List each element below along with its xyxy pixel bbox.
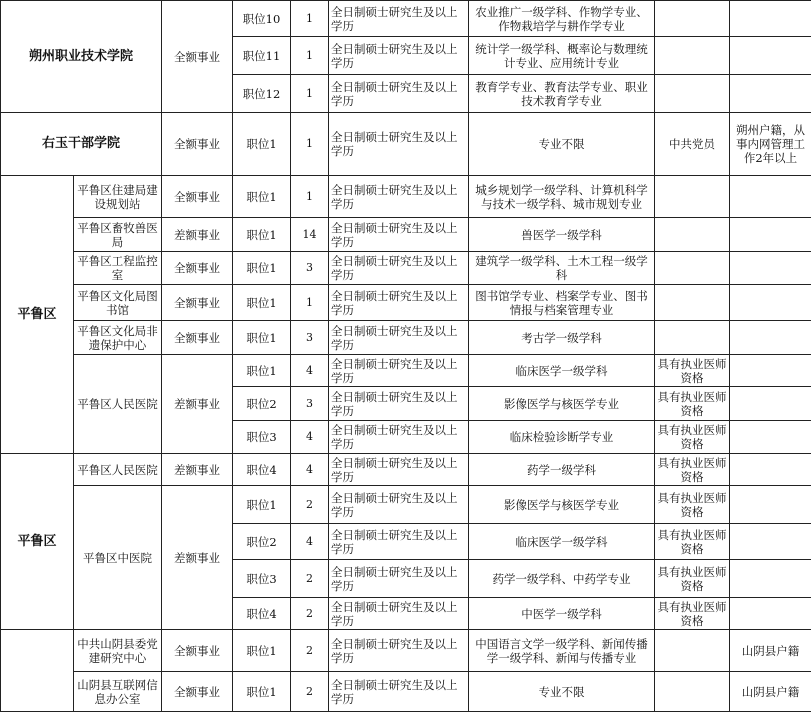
note-cell — [730, 454, 811, 486]
table-row — [1, 630, 811, 672]
position-cell: 职位3 — [233, 560, 291, 598]
note-cell: 山阴县户籍 — [730, 672, 811, 712]
funding-type-cell: 差额事业 — [162, 355, 233, 454]
department-cell: 平鲁区畜牧兽医局 — [74, 218, 162, 252]
funding-type-cell: 全额事业 — [162, 252, 233, 285]
position-cell: 职位1 — [233, 113, 291, 176]
position-cell: 职位1 — [233, 252, 291, 285]
department-cell: 平鲁区文化局图书馆 — [74, 285, 162, 321]
note-cell — [730, 598, 811, 630]
department-cell: 平鲁区文化局非遗保护中心 — [74, 321, 162, 355]
funding-type-cell: 全额事业 — [162, 630, 233, 672]
education-cell: 全日制硕士研究生及以上学历 — [329, 524, 469, 560]
note-cell — [730, 252, 811, 285]
major-cell: 临床医学一级学科 — [469, 524, 655, 560]
position-cell: 职位4 — [233, 598, 291, 630]
education-cell: 全日制硕士研究生及以上学历 — [329, 630, 469, 672]
table-row — [1, 252, 811, 285]
other-req-cell: 具有执业医师资格 — [655, 454, 730, 486]
education-cell: 全日制硕士研究生及以上学历 — [329, 218, 469, 252]
other-req-cell: 中共党员 — [655, 113, 730, 176]
other-req-cell — [655, 75, 730, 113]
note-cell: 山阴县户籍 — [730, 630, 811, 672]
major-cell: 建筑学一级学科、土木工程一级学科 — [469, 252, 655, 285]
position-cell: 职位1 — [233, 672, 291, 712]
position-cell: 职位11 — [233, 37, 291, 75]
note-cell — [730, 176, 811, 218]
major-cell: 农业推广一级学科、作物学专业、作物栽培学与耕作学专业 — [469, 1, 655, 37]
position-cell: 职位10 — [233, 1, 291, 37]
major-cell: 中国语言文学一级学科、新闻传播学一级学科、新闻与传播专业 — [469, 630, 655, 672]
headcount-cell: 4 — [291, 524, 329, 560]
note-cell — [730, 1, 811, 37]
headcount-cell: 3 — [291, 321, 329, 355]
department-cell: 平鲁区中医院 — [74, 486, 162, 630]
other-req-cell — [655, 672, 730, 712]
funding-type-cell: 全额事业 — [162, 285, 233, 321]
major-cell: 临床检验诊断学专业 — [469, 421, 655, 454]
funding-type-cell: 差额事业 — [162, 218, 233, 252]
note-cell — [730, 37, 811, 75]
headcount-cell: 4 — [291, 454, 329, 486]
note-cell — [730, 560, 811, 598]
education-cell: 全日制硕士研究生及以上学历 — [329, 355, 469, 387]
headcount-cell: 1 — [291, 37, 329, 75]
major-cell: 中医学一级学科 — [469, 598, 655, 630]
note-cell — [730, 355, 811, 387]
headcount-cell: 4 — [291, 421, 329, 454]
department-cell: 平鲁区住建局建设规划站 — [74, 176, 162, 218]
position-cell: 职位12 — [233, 75, 291, 113]
major-cell: 教育学专业、教育法学专业、职业技术教育学专业 — [469, 75, 655, 113]
department-cell: 平鲁区人民医院 — [74, 454, 162, 486]
other-req-cell: 具有执业医师资格 — [655, 355, 730, 387]
position-cell: 职位1 — [233, 285, 291, 321]
position-cell: 职位2 — [233, 524, 291, 560]
table-row — [1, 113, 811, 176]
position-cell: 职位3 — [233, 421, 291, 454]
table-row — [1, 285, 811, 321]
table-row — [1, 1, 811, 37]
major-cell: 专业不限 — [469, 113, 655, 176]
major-cell: 城乡规划学一级学科、计算机科学与技术一级学科、城市规划专业 — [469, 176, 655, 218]
position-cell: 职位1 — [233, 218, 291, 252]
unit-cell: 朔州职业技术学院 — [1, 1, 162, 113]
education-cell: 全日制硕士研究生及以上学历 — [329, 672, 469, 712]
note-cell — [730, 524, 811, 560]
education-cell: 全日制硕士研究生及以上学历 — [329, 454, 469, 486]
education-cell: 全日制硕士研究生及以上学历 — [329, 252, 469, 285]
unit-cell: 平鲁区 — [1, 454, 74, 630]
education-cell: 全日制硕士研究生及以上学历 — [329, 37, 469, 75]
other-req-cell: 具有执业医师资格 — [655, 421, 730, 454]
education-cell: 全日制硕士研究生及以上学历 — [329, 421, 469, 454]
unit-cell: 平鲁区 — [1, 176, 74, 454]
headcount-cell: 4 — [291, 355, 329, 387]
education-cell: 全日制硕士研究生及以上学历 — [329, 486, 469, 524]
education-cell: 全日制硕士研究生及以上学历 — [329, 113, 469, 176]
headcount-cell: 2 — [291, 598, 329, 630]
headcount-cell: 1 — [291, 75, 329, 113]
note-cell — [730, 421, 811, 454]
unit-cell — [1, 630, 74, 712]
major-cell: 统计学一级学科、概率论与数理统计专业、应用统计专业 — [469, 37, 655, 75]
position-cell: 职位1 — [233, 355, 291, 387]
education-cell: 全日制硕士研究生及以上学历 — [329, 1, 469, 37]
table-row — [1, 321, 811, 355]
note-cell — [730, 321, 811, 355]
funding-type-cell: 全额事业 — [162, 1, 233, 113]
other-req-cell — [655, 218, 730, 252]
other-req-cell — [655, 176, 730, 218]
table-row — [1, 176, 811, 218]
other-req-cell: 具有执业医师资格 — [655, 598, 730, 630]
funding-type-cell: 全额事业 — [162, 176, 233, 218]
major-cell: 药学一级学科 — [469, 454, 655, 486]
headcount-cell: 3 — [291, 252, 329, 285]
headcount-cell: 1 — [291, 1, 329, 37]
position-cell: 职位2 — [233, 387, 291, 421]
education-cell: 全日制硕士研究生及以上学历 — [329, 387, 469, 421]
other-req-cell — [655, 285, 730, 321]
headcount-cell: 2 — [291, 630, 329, 672]
table-row — [1, 454, 811, 486]
position-cell: 职位1 — [233, 176, 291, 218]
education-cell: 全日制硕士研究生及以上学历 — [329, 285, 469, 321]
headcount-cell: 2 — [291, 486, 329, 524]
headcount-cell: 1 — [291, 176, 329, 218]
headcount-cell: 1 — [291, 285, 329, 321]
major-cell: 临床医学一级学科 — [469, 355, 655, 387]
major-cell: 图书馆学专业、档案学专业、图书情报与档案管理专业 — [469, 285, 655, 321]
headcount-cell: 1 — [291, 113, 329, 176]
education-cell: 全日制硕士研究生及以上学历 — [329, 176, 469, 218]
note-cell — [730, 486, 811, 524]
department-cell: 中共山阴县委党建研究中心 — [74, 630, 162, 672]
note-cell — [730, 387, 811, 421]
other-req-cell: 具有执业医师资格 — [655, 560, 730, 598]
other-req-cell — [655, 630, 730, 672]
major-cell: 考古学一级学科 — [469, 321, 655, 355]
education-cell: 全日制硕士研究生及以上学历 — [329, 560, 469, 598]
funding-type-cell: 全额事业 — [162, 321, 233, 355]
funding-type-cell: 全额事业 — [162, 113, 233, 176]
table-row — [1, 355, 811, 387]
headcount-cell: 2 — [291, 672, 329, 712]
position-cell: 职位1 — [233, 630, 291, 672]
funding-type-cell: 差额事业 — [162, 486, 233, 630]
headcount-cell: 2 — [291, 560, 329, 598]
unit-cell: 右玉干部学院 — [1, 113, 162, 176]
other-req-cell: 具有执业医师资格 — [655, 486, 730, 524]
position-cell: 职位1 — [233, 321, 291, 355]
position-cell: 职位4 — [233, 454, 291, 486]
headcount-cell: 14 — [291, 218, 329, 252]
major-cell: 影像医学与核医学专业 — [469, 387, 655, 421]
other-req-cell — [655, 1, 730, 37]
education-cell: 全日制硕士研究生及以上学历 — [329, 598, 469, 630]
table-row — [1, 486, 811, 524]
other-req-cell: 具有执业医师资格 — [655, 524, 730, 560]
education-cell: 全日制硕士研究生及以上学历 — [329, 75, 469, 113]
other-req-cell — [655, 37, 730, 75]
funding-type-cell: 差额事业 — [162, 454, 233, 486]
major-cell: 药学一级学科、中药学专业 — [469, 560, 655, 598]
department-cell: 山阴县互联网信息办公室 — [74, 672, 162, 712]
note-cell — [730, 75, 811, 113]
department-cell: 平鲁区人民医院 — [74, 355, 162, 454]
note-cell — [730, 285, 811, 321]
other-req-cell — [655, 321, 730, 355]
table-row — [1, 218, 811, 252]
note-cell — [730, 218, 811, 252]
headcount-cell: 3 — [291, 387, 329, 421]
table-row — [1, 672, 811, 712]
note-cell: 朔州户籍，从事内网管理工作2年以上 — [730, 113, 811, 176]
major-cell: 兽医学一级学科 — [469, 218, 655, 252]
major-cell: 影像医学与核医学专业 — [469, 486, 655, 524]
position-cell: 职位1 — [233, 486, 291, 524]
funding-type-cell: 全额事业 — [162, 672, 233, 712]
major-cell: 专业不限 — [469, 672, 655, 712]
other-req-cell: 具有执业医师资格 — [655, 387, 730, 421]
education-cell: 全日制硕士研究生及以上学历 — [329, 321, 469, 355]
department-cell: 平鲁区工程监控室 — [74, 252, 162, 285]
other-req-cell — [655, 252, 730, 285]
